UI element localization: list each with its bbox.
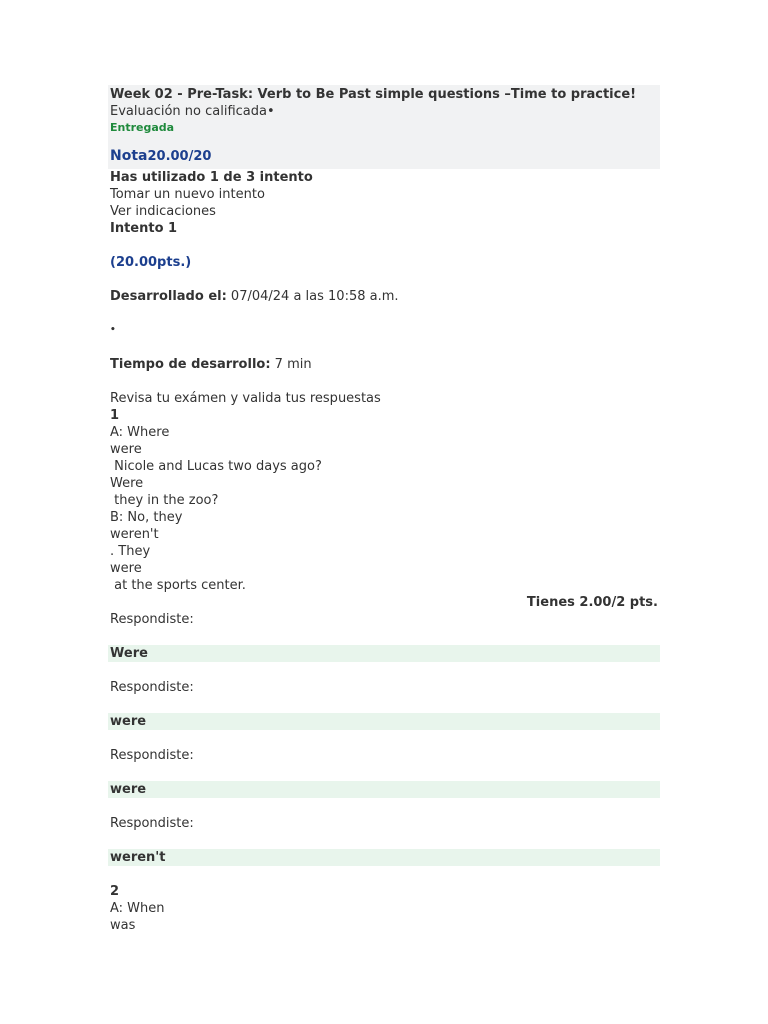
spacer — [108, 628, 660, 645]
question-line: . They — [110, 544, 151, 559]
developed-date — [110, 288, 660, 305]
question-line: B: No, they — [110, 510, 183, 525]
answer-value: weren't — [108, 849, 660, 866]
bullet-separator: • — [110, 325, 116, 335]
assessment-title — [110, 86, 658, 103]
question-number: 2 — [110, 884, 120, 899]
question-1-text — [110, 424, 660, 594]
question-line: A: When — [110, 901, 165, 916]
spacer — [108, 798, 660, 815]
spacer — [108, 662, 660, 679]
spacer — [110, 373, 660, 390]
question-line: Nicole and Lucas two days ago? — [110, 459, 322, 474]
developed-value: 07/04/24 a las 10:58 a.m. — [226, 289, 399, 304]
question-line: weren't — [110, 527, 159, 542]
status-badge: Entregada — [110, 121, 175, 134]
attempt-info — [108, 169, 660, 594]
spacer — [108, 696, 660, 713]
time-value: 7 min — [270, 357, 312, 372]
question-2 — [108, 883, 660, 934]
spacer — [108, 764, 660, 781]
spacer — [110, 305, 660, 322]
attempt-label: Intento 1 — [110, 221, 178, 236]
answer-value: Were — [108, 645, 660, 662]
grade-value: 20.00/20 — [147, 149, 212, 164]
attempt-points: (20.00pts.) — [110, 255, 192, 270]
assessment-page — [108, 85, 660, 934]
question-line: at the sports center. — [110, 578, 246, 593]
answer-value: were — [108, 781, 660, 798]
new-attempt-link[interactable]: Tomar un nuevo intento — [110, 187, 265, 202]
title-week: Week 02 — [110, 87, 173, 102]
grade-display — [110, 148, 658, 165]
answer-value: were — [108, 713, 660, 730]
question-line: was — [110, 918, 136, 933]
question-number: 1 — [110, 408, 120, 423]
time-label: Tiempo de desarrollo: — [110, 357, 271, 372]
assessment-header — [108, 85, 660, 169]
title-task: Pre-Task: Verb to Be Past simple questions –Time to practice! — [187, 87, 637, 102]
answer-label: Respondiste: — [110, 748, 194, 763]
question-line: were — [110, 442, 142, 457]
spacer — [108, 866, 660, 883]
attempts-used: Has utilizado 1 de 3 intento — [110, 170, 313, 185]
question-line: they in the zoo? — [110, 493, 219, 508]
question-line: were — [110, 561, 142, 576]
question-line: A: Where — [110, 425, 170, 440]
time-spent — [110, 356, 660, 373]
spacer — [108, 730, 660, 747]
review-instruction: Revisa tu exámen y valida tus respuestas — [110, 391, 381, 406]
question-score: Tienes 2.00/2 pts. — [526, 595, 658, 610]
spacer — [108, 832, 660, 849]
question-line: Were — [110, 476, 144, 491]
answer-label: Respondiste: — [110, 816, 194, 831]
answer-label: Respondiste: — [110, 680, 194, 695]
grade-label: Nota — [110, 148, 148, 164]
title-separator: - — [172, 87, 188, 102]
spacer — [110, 271, 660, 288]
developed-label: Desarrollado el: — [110, 289, 227, 304]
answers-list — [108, 611, 660, 883]
spacer — [110, 339, 660, 356]
instructions-link[interactable]: Ver indicaciones — [110, 204, 216, 219]
spacer — [110, 237, 660, 254]
assessment-subtitle: Evaluación no calificada• — [110, 104, 275, 119]
answer-label: Respondiste: — [110, 612, 194, 627]
